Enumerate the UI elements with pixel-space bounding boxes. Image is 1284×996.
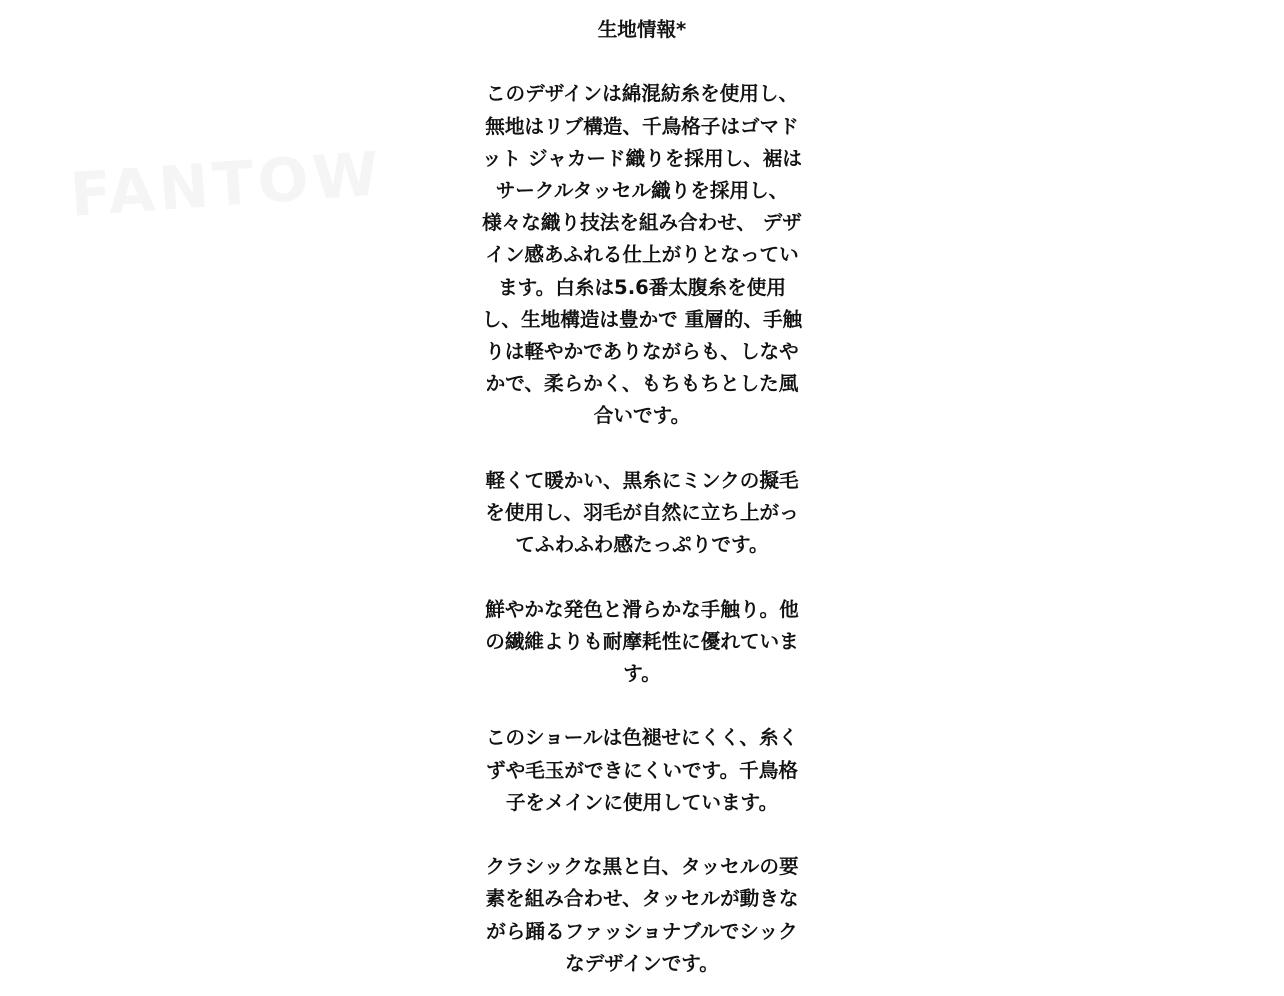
text-line: ずや毛玉ができにくいです。千鳥格 — [486, 758, 798, 782]
text-line: を使用し、羽毛が自然に立ち上がっ — [485, 501, 799, 525]
text-line: りは軽やかでありながらも、しなや — [485, 340, 799, 364]
section-title: 生地情報* — [597, 18, 687, 41]
text-line: ます。白糸は5.6番太腹糸を使用 — [498, 275, 786, 299]
text-line: 子をメインに使用しています。 — [505, 790, 779, 814]
text-line: このデザインは綿混紡糸を使用し、 — [485, 82, 799, 106]
text-line: がら踊るファッショナブルでシック — [486, 919, 798, 943]
text-line: 様々な織り技法を組み合わせ、 デザ — [482, 211, 802, 235]
paragraph-fabric-construction — [447, 78, 837, 432]
text-line: イン感あふれる仕上がりとなってい — [485, 243, 799, 267]
watermark-text: FANTOW — [67, 139, 385, 231]
text-line: 鮮やかな発色と滑らかな手触り。他 — [485, 597, 799, 621]
text-line: 無地はリブ構造、千鳥格子はゴマド — [485, 114, 799, 138]
paragraph-design — [447, 851, 837, 980]
text-line: なデザインです。 — [565, 951, 719, 975]
text-line: 合いです。 — [593, 404, 691, 428]
paragraph-mink-yarn — [447, 465, 837, 562]
text-line: し、生地構造は豊かで 重層的、手触 — [481, 307, 803, 331]
text-line: サークルタッセル織りを採用し、 — [495, 179, 789, 202]
text-line: 素を組み合わせ、タッセルが動きな — [485, 887, 799, 911]
paragraph-color-durability — [447, 594, 837, 691]
text-line: 軽くて暖かい、黒糸にミンクの擬毛 — [485, 468, 799, 492]
text-line: ット ジャカード織りを採用し、裾は — [482, 146, 802, 170]
text-line: の繊維よりも耐摩耗性に優れていま — [485, 629, 799, 653]
paragraph-shawl-care — [447, 722, 837, 819]
text-line: クラシックな黒と白、タッセルの要 — [485, 855, 799, 879]
text-line: このショールは色褪せにくく、糸く — [485, 726, 799, 750]
text-line: てふわふわ感たっぷりです。 — [515, 533, 769, 557]
fabric-info-section — [447, 14, 837, 980]
text-line: す。 — [623, 662, 661, 686]
text-line: かで、柔らかく、もちもちとした風 — [485, 372, 799, 396]
